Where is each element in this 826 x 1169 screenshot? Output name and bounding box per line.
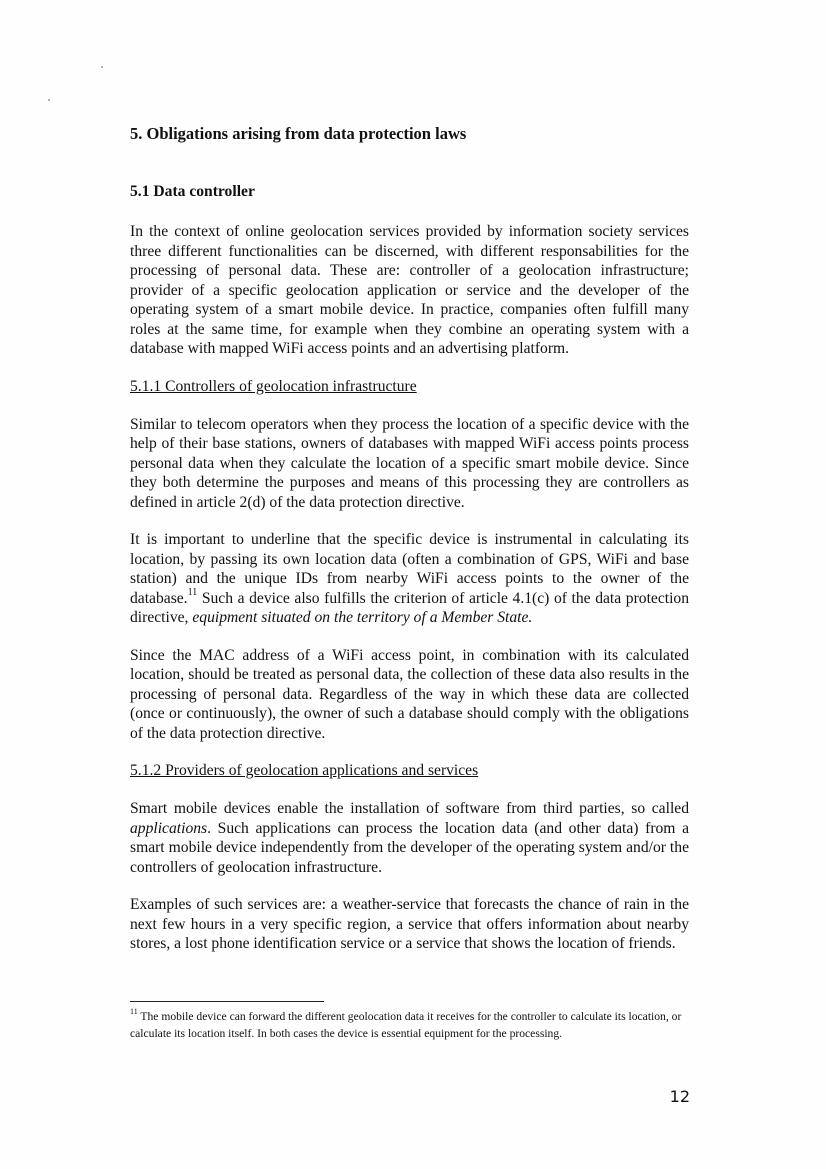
paragraph-text: It is important to underline that the specific device is instrumental in calculating its location, by passing its own location data (often a combination of GPS, WiFi and base station) and the unique IDs from nearby WiFi access points to the owner of the database. bbox=[130, 531, 689, 607]
paragraph-512-2: Examples of such services are: a weather-service that forecasts the chance of rain in the next few hours in a very specific region, a service that offers information about nearby stores, a lost phone identification service or a service that shows the location of friends. bbox=[130, 896, 689, 952]
paragraph-text: Such a device also fulfills the criterion of article 4.1(c) of the data protection directive, bbox=[130, 589, 689, 626]
subsection-511-heading: 5.1.1 Controllers of geolocation infrastructure bbox=[130, 377, 417, 395]
paragraph-511-1: Similar to telecom operators when they process the location of a specific device with the help of their base stations, owners of databases with mapped WiFi access points process personal data when they calculate the location of a specific smart mobile device. Since they both determine the purposes and means of this processing they are controllers as defined in article 2(d) of the data protection directive. bbox=[130, 415, 689, 511]
subsection-heading: 5.1 Data controller bbox=[130, 183, 255, 200]
paragraph-text: Smart mobile devices enable the installation of software from third parties, so called bbox=[130, 800, 689, 817]
scan-speck bbox=[48, 99, 50, 101]
italic-phrase: equipment situated on the territory of a Member State. bbox=[192, 609, 533, 626]
italic-term: applications bbox=[130, 819, 208, 837]
footnote-number: 11 bbox=[130, 1007, 138, 1017]
subsection-512-heading: 5.1.2 Providers of geolocation applications and services bbox=[130, 762, 479, 779]
intro-paragraph: In the context of online geolocation services provided by information society services three different functionalities can be discerned, with different responsabilities for the processing of personal data. These are: controller of a geolocation infrastructure; provider of a specific geolocation application or service and the developer of the operating system of a smart mobile device. In practice, companies often fulfill many roles at the same time, for example when they combine an operating system with a database with mapped WiFi access points and an advertising platform. bbox=[130, 223, 689, 357]
footnote-text: The mobile device can forward the different geolocation data it receives for the controller to calculate its location, or calculate its location itself. In both cases the device is essential equipment for the processing. bbox=[130, 1010, 682, 1040]
paragraph-text: . Such applications can process the location data (and other data) from a smart mobile device independently from the developer of the operating system and/or the controllers of geolocation infrastructure. bbox=[130, 819, 689, 876]
scan-speck bbox=[101, 66, 103, 68]
section-heading: 5. Obligations arising from data protection laws bbox=[130, 124, 467, 143]
paragraph-511-3: Since the MAC address of a WiFi access point, in combination with its calculated location, should be treated as personal data, the collection of these data also results in the processing of personal data. Regardless of the way in which these data are collected (once or continuously), the owner of such a database should comply with the obligations of the data protection directive. bbox=[130, 646, 689, 742]
page-number: 12 bbox=[669, 1087, 690, 1106]
page-body bbox=[130, 124, 689, 972]
footnote-separator bbox=[130, 1001, 324, 1002]
footnote-reference: 11 bbox=[187, 587, 198, 599]
footnote bbox=[130, 1009, 690, 1042]
paragraph-511-2 bbox=[130, 530, 689, 628]
paragraph-512-1 bbox=[130, 799, 689, 877]
